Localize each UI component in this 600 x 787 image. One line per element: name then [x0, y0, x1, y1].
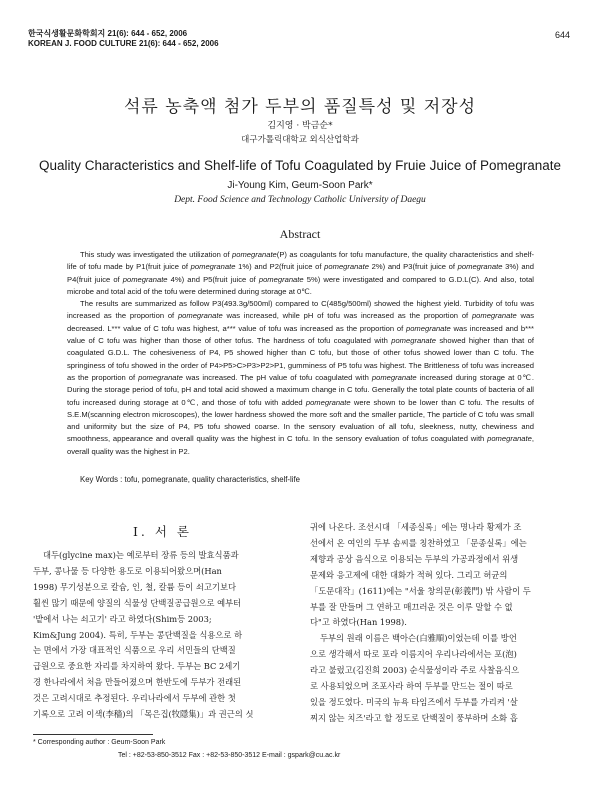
- abstract-text: This study was investigated the utilization of: [80, 250, 233, 259]
- page-number: 644: [554, 30, 570, 40]
- body-line: 다"고 하였다(Han 1998).: [310, 617, 407, 628]
- abstract-text: 3%) and P4(fruit juice of: [67, 262, 534, 284]
- abstract-text: increased during storage at 0℃. During the storage period of tofu, pH and total acid showed a maximum change in C tofu. Generally the total plate counts of bacteria of all tofu increased during storage at 0℃, and those of tofu with added: [67, 372, 534, 407]
- abstract-paragraph-1: [67, 249, 534, 298]
- korean-title: 석류 농축액 첨가 두부의 품질특성 및 저장성: [123, 97, 477, 117]
- body-line: 선에서 온 여인의 두부 솜씨를 칭찬하였고 「문종실록」에는: [310, 537, 527, 548]
- abstract-text: was increased. The pH value of tofu coagulated with: [182, 372, 372, 382]
- english-affiliation: Dept. Food Science and Technology Catholic University of Daegu: [174, 195, 426, 205]
- body-line: 두부, 콩나물 등 다양한 용도로 이용되어왔으며(Han: [33, 565, 222, 576]
- body-line: 문제와 응고제에 대한 대화가 적혀 있다. 그리고 허균의: [310, 569, 508, 580]
- abstract-text: were shown to be lower than C tofu. The results of S.E.M(scanning electron microscopes), the lower hardness showed the more soft and the smaller particle, The particle of C tofu was small and uniformity but the size of P4, P5 tofu showed coarse. In the sensory evaluation of all tofu, sleekness, nutty, chewiness and smoothness, appearance and overall quality was the highest in C tofu. In the sensory evaluation of tofus coagulated with: [67, 397, 534, 444]
- body-line: 제향과 공상 음식으로 이용되는 두부의 가공과정에서 위생: [310, 553, 519, 564]
- body-line: 대두(glycine max)는 예로부터 장류 등의 발효식품과: [43, 550, 239, 560]
- abstract-text: was increased, while pH of tofu was increased as the proportion of: [222, 311, 472, 321]
- abstract-text: (P) as coagulants for tofu manufacture, the quality characteristics and shelf-life of tofu made by P1(fruit juice of: [67, 250, 534, 272]
- species-name: pomegranate: [232, 250, 277, 259]
- footnote-rule: [33, 734, 153, 735]
- abstract-text: The results are summarized as follow P3(493.3g/500ml) compared to C(485g/500ml) showed the highest yield. Turbidity of tofu was increased as the proportion of: [67, 299, 534, 321]
- species-name: pomegranate: [258, 274, 304, 284]
- body-line: 찌지 않는 치즈'라고 할 정도로 단백질이 풍부하며 소화 흡: [310, 712, 518, 723]
- body-column-right: [310, 520, 574, 727]
- english-authors: Ji-Young Kim, Geum-Soon Park*: [227, 180, 373, 191]
- journal-en-line: KOREAN J. FOOD CULTURE 21(6): 644 - 652, 2006: [28, 39, 219, 48]
- section-title: Ⅰ. 서 론: [132, 524, 192, 539]
- body-line: 기록으로 고려 이색(李穡)의 「목은집(牧隱集)」과 권근의 싯: [33, 709, 254, 720]
- journal-kr-line: 한국식생활문화학회지 21(6): 644 - 652, 2006: [28, 29, 188, 38]
- body-line: 는 면에서 가장 대표적인 식품으로 우리 서민들의 단백질: [33, 645, 236, 656]
- species-name: pomegranate: [122, 274, 168, 284]
- body-line: 로 사용되었으며 조포사라 하여 두부를 만드는 절이 따로: [310, 681, 513, 692]
- species-name: pomegranate: [391, 336, 436, 346]
- species-name: pomegranate: [190, 262, 236, 272]
- species-name: pomegranate: [457, 262, 503, 272]
- abstract-heading: Abstract: [279, 227, 321, 241]
- body-line: 급원으로 중요한 자리를 차지하여 왔다. 두부는 BC 2세기: [33, 661, 241, 672]
- abstract-text: 5%) were investigated and compared to G.D.L(C). And also, total microbe and total acid of the tofu were determined during storage at 0℃.: [67, 274, 534, 296]
- body-line: 훨씬 많기 때문에 양질의 식물성 단백질공급원으로 예부터: [33, 597, 242, 608]
- abstract-text: was decreased. L*** value of C tofu was highest, a*** value of tofu was increased as the proportion of: [67, 311, 534, 333]
- body-line: 두부의 원래 이름은 백아슨(白雅順)이었는데 이를 방언: [320, 633, 517, 644]
- english-title: Quality Characteristics and Shelf-life of Tofu Coagulated by Fruie Juice of Pomegranate: [38, 158, 562, 173]
- species-name: pomegranate: [471, 311, 517, 321]
- abstract-text: was increased and b*** value of C tofu was higher than those of other tofus. The hardness of tofu coagulated with: [67, 323, 534, 346]
- korean-authors: 김지영 · 박금순*: [267, 121, 333, 131]
- body-line: 것은 고려시대로 추정된다. 우리나라에서 두부에 관한 첫: [33, 693, 236, 704]
- body-line: 부를 잘 만들며 그 연하고 매끄러운 것은 이루 말할 수 없: [310, 601, 513, 612]
- footnote-corresponding: * Corresponding author : Geum-Soon Park: [33, 739, 166, 746]
- body-line: 「도문대작」(1611)에는 "서울 창의문(彰義門) 밖 사람이 두: [310, 585, 531, 596]
- body-line: Kim&Jung 2004). 특히, 두부는 콩단백질을 식용으로 하: [33, 629, 243, 640]
- species-name: pomegranate: [405, 323, 451, 333]
- body-line: 라고 불렀고(김진희 2003) 순식물성이라 주로 사찰음식으: [310, 665, 520, 676]
- footnote-contact: Tel : +82-53-850-3512 Fax : +82-53-850-3512 E-mail : gspark@cu.ac.kr: [118, 752, 341, 759]
- abstract-paragraph-2: [67, 298, 534, 458]
- abstract-text: 2%) and P3(fruit juice of: [368, 262, 458, 272]
- species-name: pomegranate: [324, 262, 369, 272]
- abstract-text: showed higher than that of coagulated G.D.L. The cohesiveness of P4, P5 showed higher than C tofu, but those of other tofus showed lower than C tofu. The springiness of tofu showed in the order of P4>P5>C>P3>P2>P1, gumminess of P5 tofu was highest. The Brittleness of tofu was increased as the proportion of: [67, 336, 534, 382]
- korean-affiliation: 대구가톨릭대학교 외식산업학과: [241, 135, 359, 145]
- abstract-text: 4%) and P5(fruit juice of: [167, 274, 259, 284]
- abstract-body: [67, 249, 534, 458]
- species-name: pomegranate: [487, 434, 532, 444]
- abstract-text: 1%) and P2(fruit juice of: [235, 262, 325, 272]
- body-column-left: [33, 548, 297, 723]
- species-name: pomegranate: [371, 372, 417, 382]
- body-line: 으로 생각해서 따로 포라 이름지어 우리나라에서는 포(泡): [310, 649, 517, 660]
- body-line: '밭에서 나는 쇠고기' 라고 하였다(Shim등 2003;: [33, 613, 212, 624]
- keywords: Key Words : tofu, pomegranate, quality characteristics, shelf-life: [80, 475, 300, 484]
- species-name: pomegranate: [177, 311, 223, 321]
- body-line: 귀에 나온다. 조선시대 「세종실록」에는 명나라 황제가 조: [310, 522, 522, 532]
- body-line: 있을 정도였다. 미국의 뉴욕 타임즈에서 두부를 가리켜 '살: [310, 696, 518, 707]
- body-line: 경 한나라에서 처음 만들어졌으며 한반도에 두부가 전래된: [33, 677, 242, 688]
- abstract-text: , overall quality was the highest in P2.: [67, 434, 534, 456]
- species-name: pomegranate: [305, 397, 351, 407]
- body-line: 1998) 무기성분으로 칼슘, 인, 철, 칼륨 등이 쇠고기보다: [33, 581, 237, 592]
- species-name: pomegranate: [138, 372, 183, 382]
- journal-header: [28, 29, 219, 49]
